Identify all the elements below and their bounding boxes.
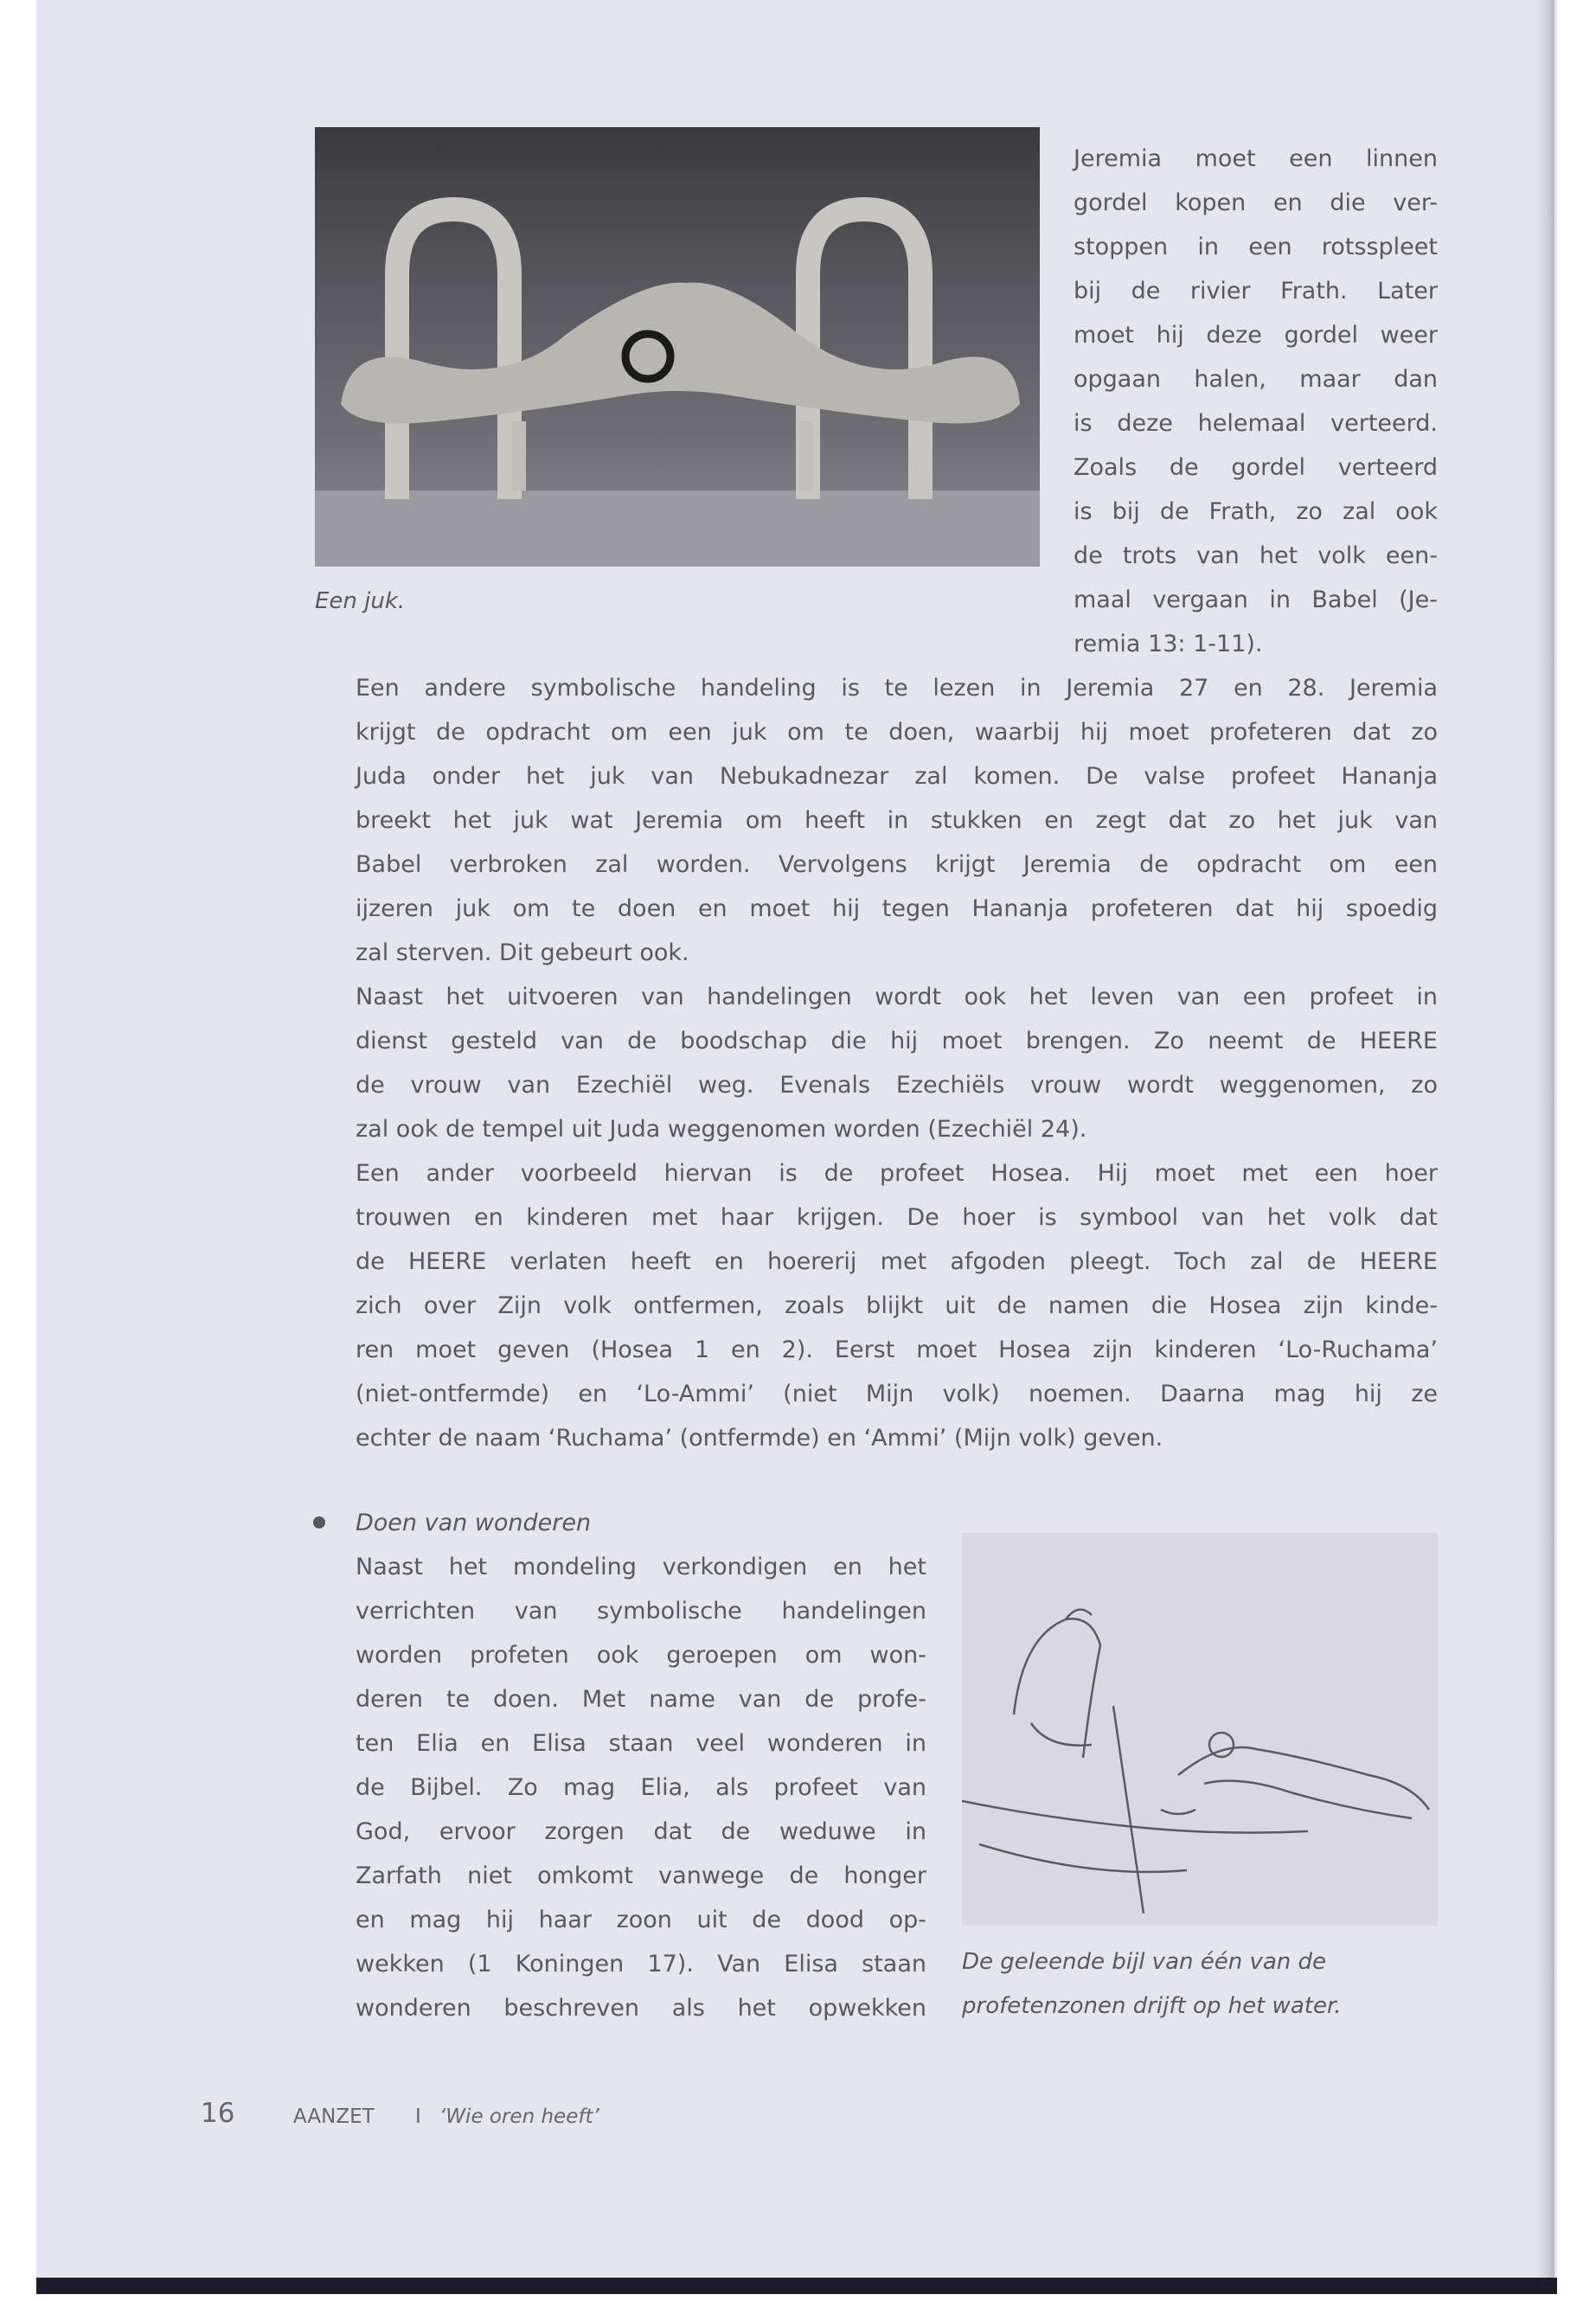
footer-series: AANZET	[293, 2106, 375, 2128]
scan-edge	[36, 2278, 1557, 2294]
text-line: de Bijbel. Zo mag Elia, als profeet van	[356, 1774, 926, 1801]
text-line: Babel verbroken zal worden. Vervolgens krijgt Jeremia de opdracht om een	[356, 851, 1438, 878]
text-line: stoppen in een rotsspleet	[1074, 234, 1438, 260]
text-line: deren te doen. Met name van de profe-	[356, 1686, 926, 1713]
text-line: dienst gesteld van de boodschap die hij moet brengen. Zo neemt de HEERE	[356, 1028, 1438, 1054]
page-spine-shadow	[1535, 0, 1554, 2278]
text-line: zal ook de tempel uit Juda weggenomen worden (Ezechiël 24).	[356, 1116, 1087, 1143]
text-line: Een ander voorbeeld hiervan is de profeet Hosea. Hij moet met een hoer	[356, 1160, 1438, 1187]
text-line: ijzeren juk om te doen en moet hij tegen Hananja profeteren dat hij spoedig	[356, 895, 1438, 922]
text-line: remia 13: 1-11).	[1074, 631, 1263, 657]
text-line: Jeremia moet een linnen	[1074, 145, 1438, 172]
text-line: (niet-ontfermde) en ‘Lo-Ammi’ (niet Mijn volk) noemen. Daarna mag hij ze	[356, 1381, 1438, 1407]
text-line: maal vergaan in Babel (Je-	[1074, 586, 1438, 613]
text-line: moet hij deze gordel weer	[1074, 322, 1438, 349]
bullet-icon	[313, 1516, 325, 1529]
text-line: is bij de Frath, zo zal ook	[1074, 498, 1438, 525]
text-line: verrichten van symbolische handelingen	[356, 1598, 926, 1625]
figure-2-caption-line: profetenzonen drijft op het water.	[962, 1993, 1342, 2019]
text-line: Naast het mondeling verkondigen en het	[356, 1554, 926, 1580]
text-line: gordel kopen en die ver-	[1074, 189, 1438, 216]
page-number: 16	[201, 2098, 235, 2129]
text-line: zich over Zijn volk ontfermen, zoals blijkt uit de namen die Hosea zijn kinde-	[356, 1292, 1438, 1319]
text-line: de vrouw van Ezechiël weg. Evenals Ezechiëls vrouw wordt weggenomen, zo	[356, 1072, 1438, 1099]
text-line: Zoals de gordel verteerd	[1074, 454, 1438, 481]
text-line: is deze helemaal verteerd.	[1074, 410, 1438, 437]
text-line: Naast het uitvoeren van handelingen wordt ook het leven van een profeet in	[356, 984, 1438, 1010]
text-line: trouwen en kinderen met haar krijgen. De hoer is symbool van het volk dat	[356, 1204, 1438, 1231]
text-line: ten Elia en Elisa staan veel wonderen in	[356, 1730, 926, 1757]
text-line: worden profeten ook geroepen om won-	[356, 1642, 926, 1669]
text-line: bij de rivier Frath. Later	[1074, 278, 1438, 304]
figure-1-caption: Een juk.	[315, 588, 406, 614]
yoke-photo	[315, 127, 1040, 567]
text-line: de HEERE verlaten heeft en hoererij met afgoden pleegt. Toch zal de HEERE	[356, 1248, 1438, 1275]
text-line: Juda onder het juk van Nebukadnezar zal komen. De valse profeet Hananja	[356, 763, 1438, 790]
footer-separator: I	[415, 2106, 421, 2128]
text-line: wekken (1 Koningen 17). Van Elisa staan	[356, 1951, 926, 1977]
text-line: zal sterven. Dit gebeurt ook.	[356, 939, 689, 966]
text-line: wonderen beschreven als het opwekken	[356, 1995, 926, 2022]
text-line: krijgt de opdracht om een juk om te doen, waarbij hij moet profeteren dat zo	[356, 719, 1438, 746]
axe-head-sketch	[962, 1533, 1438, 1926]
section-title: Doen van wonderen	[356, 1509, 592, 1536]
figure-2-caption-line: De geleende bijl van één van de	[962, 1949, 1327, 1975]
text-line: God, ervoor zorgen dat de weduwe in	[356, 1818, 926, 1845]
text-line: Zarfath niet omkomt vanwege de honger	[356, 1862, 926, 1889]
text-line: de trots van het volk een-	[1074, 542, 1438, 569]
text-line: Een andere symbolische handeling is te lezen in Jeremia 27 en 28. Jeremia	[356, 675, 1438, 702]
footer-title: ‘Wie oren heeft’	[439, 2106, 599, 2128]
text-line: ren moet geven (Hosea 1 en 2). Eerst moet Hosea zijn kinderen ‘Lo-Ruchama’	[356, 1336, 1438, 1363]
text-line: breekt het juk wat Jeremia om heeft in stukken en zegt dat zo het juk van	[356, 807, 1438, 834]
text-line: en mag hij haar zoon uit de dood op-	[356, 1907, 926, 1933]
text-line: opgaan halen, maar dan	[1074, 366, 1438, 393]
text-line: echter de naam ‘Ruchama’ (ontfermde) en ‘Ammi’ (Mijn volk) geven.	[356, 1425, 1163, 1452]
